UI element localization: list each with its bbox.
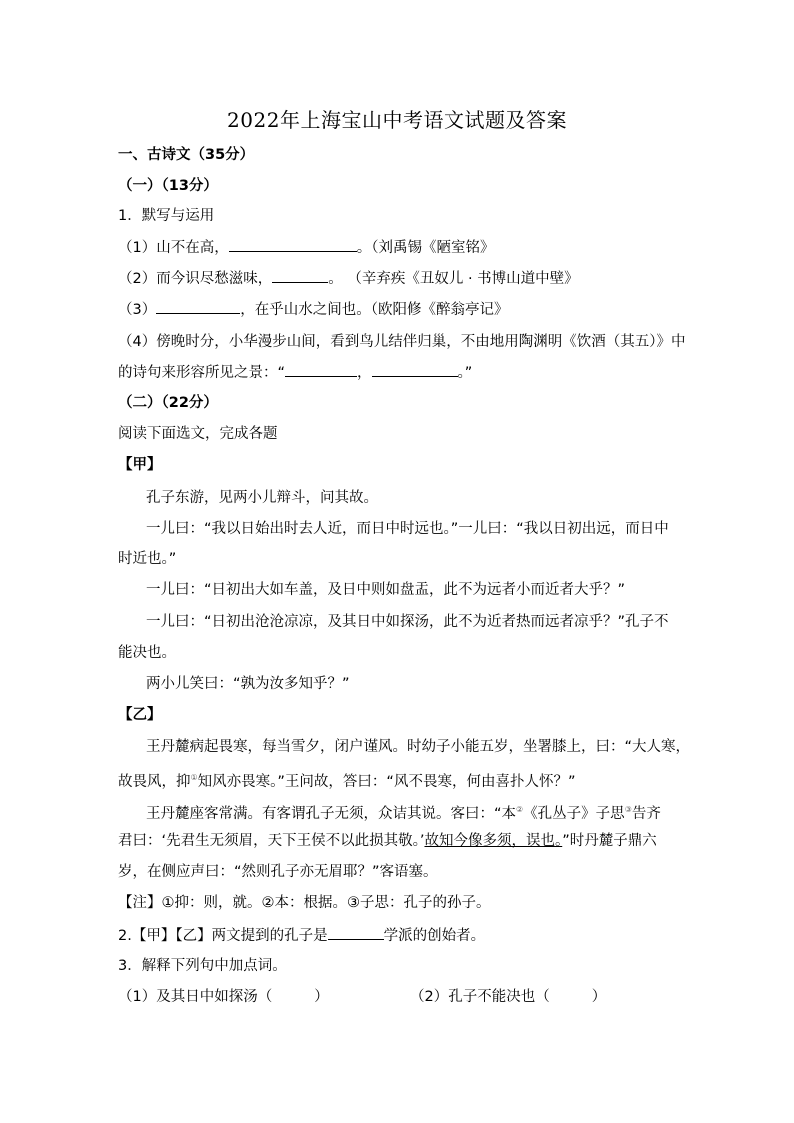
- item-text: 的诗句来形容所见之景：“: [118, 365, 286, 381]
- item-text: 。 （辛弃疾《丑奴儿 · 书博山道中壁》: [328, 271, 579, 287]
- answer-blank[interactable]: [229, 237, 357, 252]
- passage-text: ”时丹麓子鼎六: [562, 833, 657, 849]
- passage-yi-paragraph: 岁，在侧应声曰：“然则孔子亦无眉耶？”客语塞。: [118, 864, 438, 880]
- passage-yi-paragraph: [118, 831, 657, 851]
- page-title: 2022年上海宝山中考语文试题及答案: [227, 108, 567, 132]
- question-1-item-4-line-1: （4）傍晚时分，小华漫步山间，看到鸟儿结伴归巢，不由地用陶渊明《饮酒（其五）》中: [118, 334, 686, 350]
- footnote-marker: ③: [624, 805, 632, 814]
- passage-jia-paragraph: 时近也。”: [118, 551, 177, 567]
- passage-text: 知风亦畏寒。”王问故，答曰：“风不畏寒，何由喜扑人怀？”: [197, 773, 576, 790]
- passage-jia-paragraph: 一儿曰：“日初出大如车盖，及日中则如盘盂，此不为远者小而近者大乎？”: [146, 582, 626, 598]
- passage-text: 告齐: [631, 805, 661, 822]
- question-2: [118, 925, 485, 946]
- question-3-heading: 3．解释下列句中加点词。: [118, 958, 287, 974]
- passage-jia-label: 【甲】: [118, 457, 162, 473]
- question-text: （2）孔子不能决也（: [410, 989, 550, 1005]
- question-text: （1）及其日中如探汤（: [118, 989, 273, 1005]
- footnote-marker: ②: [516, 805, 524, 814]
- section-heading-classical-poetry: 一、古诗文（35分）: [118, 147, 255, 163]
- question-text: ）: [314, 989, 329, 1005]
- passage-jia-paragraph: 一儿曰：“我以日始出时去人近，而日中时远也。”一儿曰：“我以日初出远，而日中: [146, 521, 669, 537]
- footnote: 【注】①抑：则，就。②本：根据。③子思：孔子的孙子。: [118, 895, 491, 911]
- part-heading-2: （二）（22分）: [118, 395, 218, 411]
- passage-text: 故畏风，抑: [118, 773, 191, 790]
- passage-text: 君曰：‘先君生无须眉，天下王侯不以此损其敬。’: [118, 833, 425, 849]
- answer-blank[interactable]: [156, 299, 240, 314]
- part-heading-1: （一）（13分）: [118, 178, 218, 194]
- footnote-marker: ①: [190, 773, 198, 782]
- answer-blank[interactable]: [372, 362, 458, 377]
- question-3-item-1: [118, 987, 329, 1007]
- question-1-heading: 1．默写与运用: [118, 208, 215, 224]
- item-text: 。（刘禹锡《陋室铭》: [356, 240, 495, 256]
- passage-text: 王丹麓座客常满。有客谓孔子无须，众诘其说。客曰：“本: [146, 805, 517, 822]
- passage-yi-paragraph: 王丹麓病起畏寒，每当雪夕，闭户谨风。时幼子小能五岁，坐署膝上，曰：“大人寒，: [146, 739, 691, 755]
- answer-blank[interactable]: [272, 268, 328, 283]
- item-text: 。”: [457, 365, 473, 381]
- question-1-item-1: [118, 237, 494, 258]
- question-text: 学派的创始者。: [383, 928, 486, 944]
- answer-blank[interactable]: [328, 925, 384, 940]
- passage-jia-paragraph: 一儿曰：“日初出沧沧凉凉，及其日中如探汤，此不为近者热而远者凉乎？”孔子不: [146, 614, 669, 630]
- passage-jia-paragraph: 孔子东游，见两小儿辩斗，问其故。: [146, 490, 378, 506]
- passage-jia-paragraph: 能决也。: [118, 645, 176, 661]
- question-text: 2.【甲】【乙】两文提到的孔子是: [118, 928, 328, 944]
- passage-yi-label: 【乙】: [118, 707, 162, 723]
- answer-blank[interactable]: [285, 362, 357, 377]
- question-1-item-2: [118, 268, 579, 289]
- question-1-item-3: [118, 299, 508, 320]
- question-text: ）: [591, 989, 607, 1005]
- item-text: ，: [357, 365, 372, 381]
- item-text: （1）山不在高，: [118, 240, 229, 256]
- underlined-sentence: 故知今像多须，误也。: [424, 833, 563, 849]
- question-1-item-4-line-2: [118, 362, 472, 383]
- item-text: ，在乎山水之间也。（欧阳修《醉翁亭记》: [240, 302, 509, 318]
- passage-text: 《孔丛子》子思: [523, 805, 625, 822]
- reading-instruction: 阅读下面选文，完成各题: [118, 426, 278, 442]
- item-text: （2）而今识尽愁滋味，: [118, 271, 273, 287]
- item-text: （3）: [118, 302, 157, 318]
- passage-jia-paragraph: 两小儿笑曰：“孰为汝多知乎？”: [146, 676, 350, 692]
- passage-yi-paragraph: [118, 768, 575, 792]
- question-3-item-2: [410, 987, 606, 1007]
- passage-yi-paragraph: [146, 800, 661, 824]
